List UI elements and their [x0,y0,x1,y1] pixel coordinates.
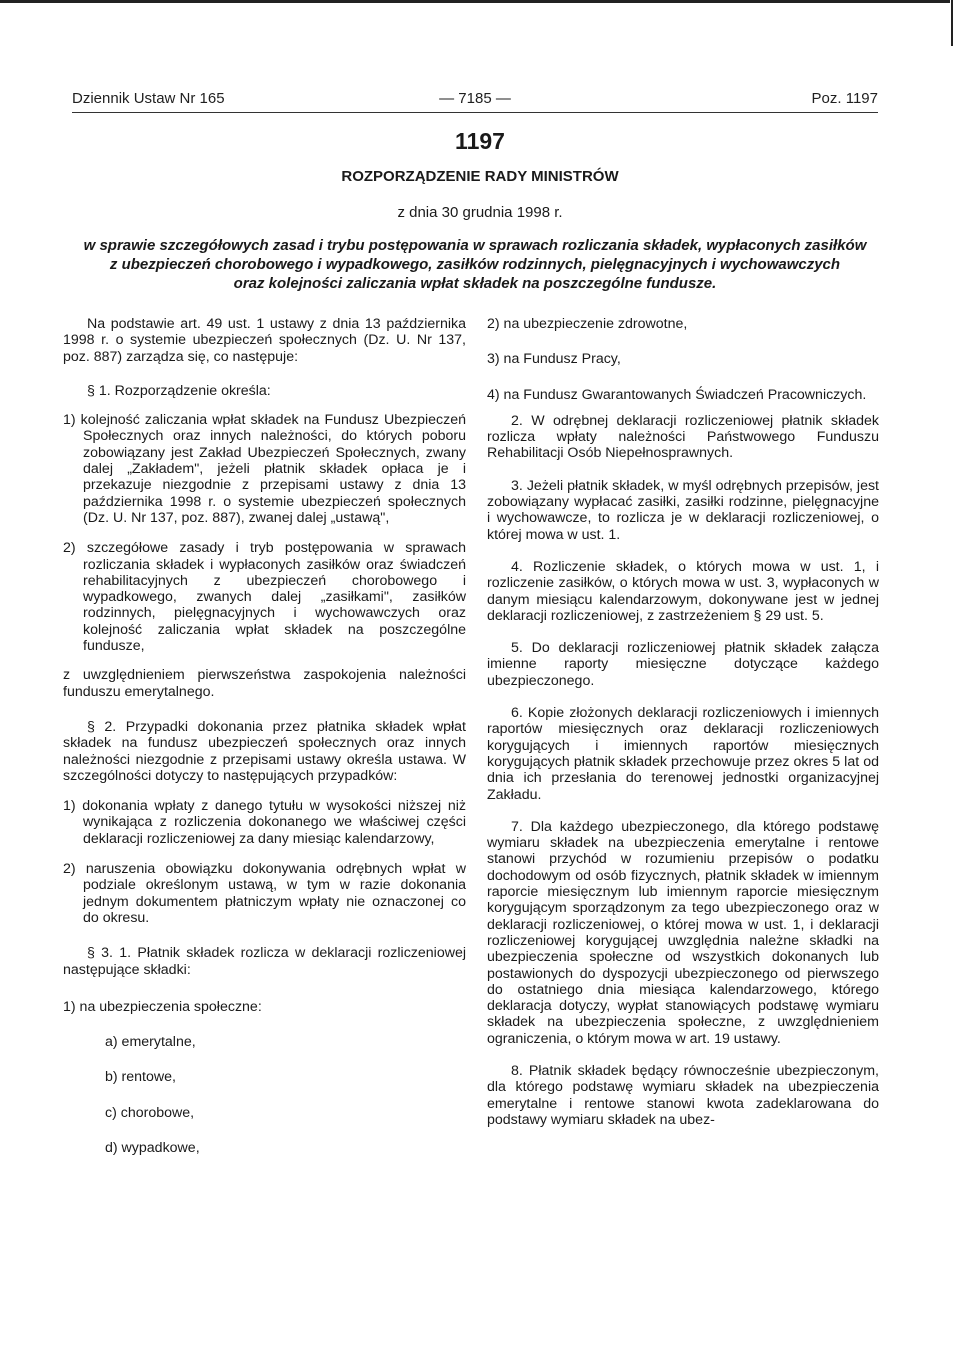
left-column [63,316,466,1156]
paragraph-2-intro: § 2. Przypadki dokonania przez płatnika składek wpłat składek na fundusz ubezpieczeń społecznych oraz innych należności niezgodnie z przepisami ustawy określa ustawa. W szczególności dotyczy to następujących przypadków: [63,718,466,784]
paragraph-3-ust-8: 8. Płatnik składek będący równocześnie ubezpieczonym, dla którego podstawę wymiaru składek na ubezpieczenia emerytalne i rentowe stanowi kwota zadeklarowana do podstawy wymiaru składek na ubez- [487,1062,879,1128]
journal-title: Dziennik Ustaw Nr 165 [72,90,225,107]
paragraph-1-closing: z uwzględnieniem pierwszeństwa zaspokojenia należności funduszu emerytalnego. [63,667,466,700]
paragraph-3-item-1: 1) na ubezpieczenia społeczne: [63,998,262,1015]
paragraph-2-item-2: 2) naruszenia obowiązku dokonywania odrębnych wpłat w podziale określonym ustawą, w tym w razie dokonania jednym dokumentem płatniczym wpłaty nie oznaczonej co do okresu. [63,861,466,926]
act-subject-line: w sprawie szczegółowych zasad i trybu postępowania w sprawach rozliczania składek, wypłaconych zasiłków [83,237,867,254]
act-number: 1197 [455,128,505,154]
page-number: — 7185 — [439,90,511,107]
right-edge-rule [951,0,953,46]
paragraph-3-item-1-c: c) chorobowe, [105,1104,195,1121]
paragraph-3-item-1-d: d) wypadkowe, [105,1139,200,1156]
paragraph-3-intro: § 3. 1. Płatnik składek rozlicza w deklaracji rozliczeniowej następujące składki: [63,945,466,978]
act-subject [72,236,878,293]
act-date: z dnia 30 grudnia 1998 r. [397,204,563,221]
paragraph-3-item-4: 4) na Fundusz Gwarantowanych Świadczeń Pracowniczych. [487,386,867,403]
paragraph-1-item-1: 1) kolejność zaliczania wpłat składek na Fundusz Ubezpieczeń Społecznych oraz innych należności, do których poboru zobowiązany jest Zakład Ubezpieczeń Społecznych, zwany dalej „Zakładem", jeżeli płatnik składek opłaca je i przekazuje niezgodnie z przepisami ustawy z dnia 13 października 1998 r. o systemie ubezpieczeń społecznych (Dz. U. Nr 137, poz. 887), zwanej dalej „ustawą", [63,412,466,526]
paragraph-3-item-1-b: b) rentowe, [105,1069,176,1086]
act-type: ROZPORZĄDZENIE RADY MINISTRÓW [341,168,619,185]
page-header [72,90,878,112]
act-subject-line: oraz kolejności zaliczania wpłat składek na poszczególne fundusze. [233,275,717,292]
paragraph-3-item-3: 3) na Fundusz Pracy, [487,351,621,368]
right-column [487,316,879,1128]
header-rule [72,112,878,113]
top-rule [0,0,950,3]
paragraph-3-ust-2: 2. W odrębnej deklaracji rozliczeniowej płatnik składek rozlicza wpłaty należności Państwowego Funduszu Rehabilitacji Osób Niepełnosprawnych. [487,412,879,462]
paragraph-3-ust-5: 5. Do deklaracji rozliczeniowej płatnik składek załącza imienne raporty miesięczne dotyczące każdego ubezpieczonego. [487,640,879,689]
paragraph-2-item-1: 1) dokonania wpłaty z danego tytułu w wysokości niższej niż wynikająca z rozliczenia dokonanego we właściwej części deklaracji rozliczeniowej za dany miesiąc kalendarzowy, [63,798,466,847]
paragraph-3-ust-3: 3. Jeżeli płatnik składek, w myśl odrębnych przepisów, jest zobowiązany wypłacać zasiłki, zasiłki rodzinne, pielęgnacyjne i wychowawcze, to rozlicza je w deklaracji rozliczeniowej, o której mowa w ust. 1. [487,477,879,543]
paragraph-3-item-1-a: a) emerytalne, [105,1034,196,1051]
paragraph-3-ust-6: 6. Kopie złożonych deklaracji rozliczeniowych i imiennych raportów miesięcznych oraz deklaracji rozliczeniowych korygujących i imiennych raportów miesięcznych korygujących płatnik składek przechowuje przez okres 5 lat od dnia ich przesłania do terenowej jednostki organizacyjnej Zakładu. [487,705,879,803]
paragraph-3-ust-4: 4. Rozliczenie składek, o których mowa w ust. 1, i rozliczenie zasiłków, o których mowa w ust. 3, wypłaconych w danym miesiącu kalendarzowym, dokonywane jest w jednej deklaracji rozliczeniowej, z zastrzeżeniem § 29 ust. 5. [487,558,879,624]
act-subject-line: z ubezpieczeń chorobowego i wypadkowego, zasiłków rodzinnych, pielęgnacyjnych i wychowawczych [109,256,841,273]
paragraph-1-item-2: 2) szczegółowe zasady i tryb postępowania w sprawach rozliczania składek i wypłaconych zasiłków oraz świadczeń rehabilitacyjnych z ubezpieczeń chorobowego i wypadkowego, zwanych dalej „zasiłkami", zasiłków rodzinnych, pielęgnacyjnych i wychowawczych oraz kolejność zaliczania wpłat składek na poszczególne fundusze, [63,540,466,655]
paragraph-1-intro: § 1. Rozporządzenie określa: [87,382,271,399]
position-number: Poz. 1197 [811,90,878,107]
preamble: Na podstawie art. 49 ust. 1 ustawy z dnia 13 października 1998 r. o systemie ubezpieczeń społecznych (Dz. U. Nr 137, poz. 887) zarządza się, co następuje: [63,316,466,365]
paragraph-3-item-2: 2) na ubezpieczenie zdrowotne, [487,316,688,332]
paragraph-3-ust-7: 7. Dla każdego ubezpieczonego, dla którego podstawę wymiaru składek na ubezpieczenia emerytalne i rentowe stanowi przychód w rozumieniu przepisów o podatku dochodowym od osób fizycznych, płatnik składek w imiennym raporcie miesięcznym lub imiennym raporcie miesięcznym korygującym sporządzonym za tego ubezpieczonego oraz w deklaracji rozliczeniowej, o której mowa w ust. 1, i deklaracji rozliczeniowej korygującej uwzględnia należne składki na ubezpieczenia społeczne od wszystkich dokonanych lub postawionych do dyspozycji ubezpieczonego od pierwszego do ostatniego dnia miesiąca kalendarzowego, którego deklaracja dotyczy, wypłat stanowiących podstawę wymiaru składek na ubezpieczenia społeczne, z uwzględnieniem ograniczenia, o którym mowa w art. 19 ustawy. [487,818,879,1047]
